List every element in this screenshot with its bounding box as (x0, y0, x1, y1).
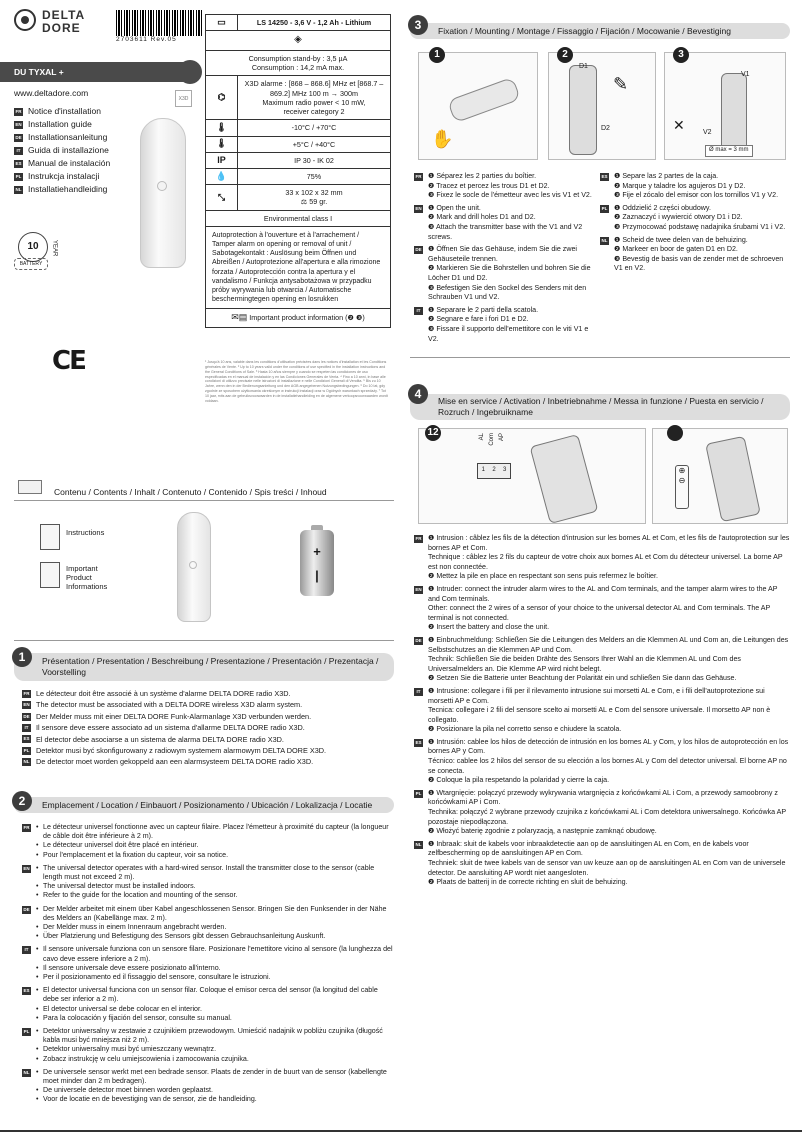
flag-fr-icon: FR (23, 690, 30, 696)
language-item (14, 144, 110, 157)
barcode-text: 2703611 Rev.05 (116, 36, 177, 43)
info-book-icon (40, 562, 60, 588)
flag-pl-icon: PL (23, 1029, 30, 1035)
label-v1: V1 (741, 71, 750, 78)
section-3-number: 3 (408, 15, 428, 35)
activation-step-text: ❶ Intrusion : câblez les fils de la détection d'intrusion sur les bornes AL et Com, et les fils de l'autoprotection sur les bornes AP et Com. Technique : câblez les 2 fils du capteur de votre choix aux bornes AL et Com du détecteur universel. La borne AP est non connectée. ❷ Mettez la pile en place en respectant son sens puis refermez le boîtier. (428, 534, 790, 581)
language-item (14, 183, 110, 196)
contents-detector-image (177, 512, 211, 622)
spec-storage-temp: -10°C / +70°C (291, 123, 337, 133)
step-1-badge: 1 (429, 47, 445, 63)
language-label: Instrukcja instalacji (28, 171, 100, 181)
spec-humidity: 75% (306, 171, 322, 181)
battery-insert-illustration (652, 428, 788, 524)
radio-label-icon: X3D (175, 90, 192, 107)
location-item: • Il sensore universale funziona con un sensore filare. Posizionare l'emettitore vicino al sensore (la lunghezza del cavo deve essere inferiore a 2 m). (36, 945, 394, 963)
location-block (22, 823, 394, 860)
terminal-block: 1 2 3 (477, 463, 511, 479)
language-label: Installation guide (28, 119, 92, 129)
pencil-icon: ✎ (613, 74, 629, 94)
location-block (22, 1068, 394, 1105)
flag-en-icon: EN (23, 865, 30, 871)
mounting-step-text: ❶ Separare le 2 parti della scatola. ❷ Segnare e fare i fori D1 e D2. ❸ Fissare il supporto dell'emettitore con le viti V1 e V2. (428, 305, 589, 343)
presentation-text: El detector debe asociarse a un sistema de alarma DELTA DORE radio X3D. (36, 734, 284, 744)
step-3-badge: 3 (673, 47, 689, 63)
activation-step (414, 636, 790, 684)
flag-pl-icon: PL (15, 173, 22, 179)
presentation-line (22, 711, 392, 722)
location-block (22, 1027, 394, 1064)
instructions-label: Instructions (66, 528, 105, 537)
flag-nl-icon: NL (23, 759, 30, 765)
battery-minus-icon: | (315, 568, 319, 583)
device-button (157, 181, 167, 191)
flag-es-icon: ES (415, 739, 422, 745)
location-item: • Per il posizionamento ed il fissaggio del sensore, consultare le istruzioni. (36, 973, 394, 982)
activation-step (414, 585, 790, 633)
section-4-heading (410, 387, 790, 420)
location-item: • Detektor uniwersalny w zestawie z czujnikiem przewodowym. Umieścić nadajnik w pobliżu czujnika (długość kabla musi być mniejsza niż 2 m). (36, 1027, 394, 1045)
delta-dore-logo-icon (14, 9, 36, 31)
battery-polarity-icon: ⊕ ⊖ (675, 465, 689, 509)
mounting-step-text: ❶ Séparez les 2 parties du boîtier. ❷ Tracez et percez les trous D1 et D2. ❸ Fixez le socle de l'émetteur avec les vis V1 et V2. (428, 172, 592, 200)
location-item: • De universele detector moet binnen worden geplaatst. (36, 1086, 394, 1095)
recycle-icon: ◈ (294, 34, 302, 46)
mounting-step-text: ❶ Scheid de twee delen van de behuizing. ❷ Markeer en boor de gaten D1 en D2. ❸ Bevestig de basis van de zender met de schroeven V1 en V2. (614, 235, 784, 273)
mounting-step-text: ❶ Separe las 2 partes de la caja. ❷ Marque y taladre los agujeros D1 y D2. ❸ Fije el zócalo del emisor con los tornillos V1 y V2. (614, 172, 779, 200)
spec-operating-temp: +5°C / +40°C (292, 139, 336, 149)
mounting-step (414, 172, 594, 201)
location-list (36, 864, 394, 901)
language-item (14, 105, 110, 118)
language-label: Installationsanleitung (28, 132, 108, 142)
screw-diameter-label: Ø max = 3 mm (705, 145, 753, 157)
flag-en-icon: EN (23, 702, 30, 708)
presentation-line (22, 699, 392, 710)
mounting-step-text: ❶ Oddzielić 2 części obudowy. ❷ Zaznaczyć i wywiercić otwory D1 i D2. ❸ Przymocować podstawę nadajnika śrubami V1 i V2. (614, 203, 786, 231)
section-1-heading (14, 650, 394, 681)
location-item: • Zobacz instrukcję w celu umiejscowienia i zamocowania czujnika. (36, 1055, 394, 1064)
base-plate-icon (569, 65, 597, 155)
humidity-icon: 💧 (206, 169, 238, 184)
flag-pl-icon: PL (415, 790, 422, 796)
flag-de-icon: DE (23, 906, 30, 912)
spec-weight: ⚖ 59 gr. (300, 197, 328, 207)
flag-it-icon: IT (22, 724, 31, 732)
activation-step (414, 738, 790, 786)
language-item (14, 157, 110, 170)
location-item: • Der Melder muss in einem Innenraum angebracht werden. (36, 923, 394, 932)
flag-de-icon: DE (415, 247, 422, 253)
ip-label: IP (206, 153, 238, 168)
important-info-row (206, 309, 390, 327)
location-item: • Der Melder arbeitet mit einem über Kabel angeschlossenen Sensor. Bringen Sie den Funksender in der Nähe des Melders an (Kabellänge max. 2 m). (36, 905, 394, 923)
activation-step-text: ❶ Wtargnięcie: połączyć przewody wykrywania wtargnięcia z końcówkami AL i Com, a przewody samoobrony z końcówkami AP i Com. Technika: połączyć 2 wybrane przewody czujnika z końcówkami AL i Com detektora uniwersalnego. Końcówka AP pozostaje niepodłączona. ❷ Włożyć baterię zgodnie z polaryzacją, a następnie zamknąć obudowę. (428, 788, 787, 836)
flag-en-icon: EN (415, 205, 422, 211)
flag-de-icon: DE (23, 713, 30, 719)
thermometer-icon: 🌡 (206, 137, 238, 152)
flag-fr-icon: FR (15, 108, 22, 114)
mounting-step (600, 204, 790, 233)
contents-heading: Contenu / Contents / Inhalt / Contenuto / Contenido / Spis treści / Inhoud (14, 487, 394, 501)
flag-en-icon: EN (15, 121, 22, 127)
presentation-text: The detector must be associated with a DELTA DORE wireless X3D alarm system. (36, 700, 303, 710)
presentation-line (22, 688, 392, 699)
device-button (189, 561, 197, 569)
section-3-right-steps (600, 172, 790, 277)
flag-es-icon: ES (601, 174, 608, 179)
flag-nl-icon: NL (15, 186, 22, 192)
terminal-ap-label: AP (499, 433, 505, 442)
terminal-com-label: Com (489, 433, 495, 446)
battery-icon: ▭ (206, 15, 238, 30)
activation-step (414, 789, 790, 837)
flag-fr-icon: FR (415, 174, 422, 179)
barcode (116, 10, 202, 36)
flag-it-icon: IT (14, 147, 23, 155)
activation-step-text: ❶ Intrusione: collegare i fili per il rilevamento intrusione sui morsetti AL e Com, e i fili dell'autoprotezione sui morsetti AP e Com. Tecnica: collegare i 2 fili del sensore scelto ai morsetti AL e Com del sensore universale. Il morsetto AP non è collegato. ❷ Posizionare la pila nel corretto senso e chiudere la scatola. (428, 686, 771, 734)
presentation-line (22, 722, 392, 733)
spec-dimensions: 33 x 102 x 32 mm (285, 188, 343, 198)
flag-fr-icon: FR (23, 825, 30, 830)
presentation-line (22, 745, 392, 756)
activation-step-text: ❶ Inbraak: sluit de kabels voor inbraakdetectie aan op de aansluitingen AL en Com, en de kabels voor zelfbescherming op de aansluitingen AP en Com. Techniek: sluit de twee kabels van de sensor van uw keuze aan op de aansluitingen AL en Com van de universele detector. De aansluiting AP wordt niet aangesloten. ❷ Plaats de batterij in de correcte richting en sluit de behuizing. (428, 839, 786, 887)
dimensions-icon: ⤡ (206, 185, 238, 209)
mounting-step (414, 245, 594, 303)
mounting-step (600, 172, 790, 201)
spec-ip: IP 30 - IK 02 (294, 155, 334, 165)
label-v2: V2 (703, 129, 712, 136)
spec-consumption: Consumption stand-by : 3,5 µA Consumption : 14,2 mA max. (248, 54, 348, 73)
location-item: • Para la colocación y fijación del sensor, consulte su manual. (36, 1014, 394, 1023)
battery-compartment-icon (705, 436, 761, 523)
section-4-body (414, 534, 790, 891)
important-info-text: Important product information (❷ ❸) (249, 313, 365, 323)
footnotes: ¹ Jusqu'à 10 ans, valable dans les conditions d'utilisation précisées dans les notices d'installation et les Conditions générales de Vente. ² Up to 10 years valid under the conditions of use specified in the installation instructions and the General Conditions of Sale. ³ Hasta 10 años siempre y cuando se respeten las condiciones de uso especificadas en el manual de instalación y en las Condiciones Generales de Venta. ⁴ Fino a 10 anni, in base alle condizioni di utilizzo precisate nelle istruzioni di installazione e nelle Condizioni Generali di Vendita. ⁵ Bis zu 10 Jahre, wenn den in der Bedienungsanleitung und den AGB angegebenen Nutzungsbedingungen. ⁶ Do 10 lat, gdy zgodnie ze sposobem użytkowania określonym w instrukcji instalacji oraz w Ogólnych warunkach sprzedaży. ⁷ Tot 10 jaar, mits aan de gebruiksvoorwaarden in de installatiehandleiding en de algemene verkoopsvoorwaarden wordt voldaan. (205, 360, 388, 403)
location-block (22, 905, 394, 942)
label-d1: D1 (579, 63, 588, 70)
presentation-line (22, 734, 392, 745)
battery-image (300, 530, 334, 596)
activation-step-text: ❶ Intruder: connect the intruder alarm wires to the AL and Com terminals, and the tamper alarm wires to the AP and Com terminals. Other: connect the 2 wires of a sensor of your choice to the universal detector AL and Com terminals. The AP terminal is not connected. ❷ Insert the battery and close the unit. (428, 584, 778, 632)
presentation-line (22, 756, 392, 767)
section-4-title: Mise en service / Activation / Inbetriebnahme / Messa in funzione / Puesta en servicio / Rozruch / Ingebruikname (438, 396, 764, 417)
language-label: Guida di installazione (28, 145, 109, 155)
mounting-step (414, 306, 594, 344)
product-name: DU TYXAL + (14, 67, 64, 77)
language-item (14, 118, 110, 131)
mounting-step-text: ❶ Open the unit. ❷ Mark and drill holes D1 and D2. ❸ Attach the transmitter base with the V1 and V2 screws. (428, 203, 583, 241)
flag-es-icon: ES (23, 736, 30, 742)
language-list (14, 105, 110, 196)
ten-year-icon: 10 (18, 232, 48, 262)
location-list (36, 905, 394, 942)
opened-unit-icon (529, 434, 598, 524)
product-title-bar (0, 62, 200, 82)
presentation-text: Detektor musi być skonfigurowany z radiowym systemem alarmowym DELTA DORE X3D. (36, 746, 327, 756)
detector-device-image (140, 118, 186, 268)
ce-mark: CE (52, 346, 85, 376)
location-item: • Le détecteur universel doit être placé en intérieur. (36, 841, 394, 850)
spec-radio: X3D alarme : [868 – 868.6] MHz et [868.7 – 869.2] MHz 100 m → 300m Maximum radio power < 10 mW, receiver category 2 (244, 79, 384, 117)
flag-en-icon: EN (415, 586, 422, 592)
step-12-badge: 12 (425, 425, 441, 441)
terminal-al-label: AL (479, 433, 485, 441)
flag-fr-icon: FR (415, 536, 422, 541)
location-item: • Über Platzierung und Befestigung des Sensors gibt dessen Gebrauchsanleitung Auskunft. (36, 932, 394, 941)
section-1-lines (22, 688, 392, 768)
location-item: • El detector universal funciona con un sensor filar. Coloque el emisor cerca del sensor (la longitud del cable debe ser inferior a 2 m). (36, 986, 394, 1004)
mounting-step (414, 204, 594, 242)
product-bar-circle (178, 60, 202, 84)
location-list (36, 945, 394, 982)
mounting-step-3-illustration (664, 49, 786, 160)
location-block (22, 864, 394, 901)
spec-battery: LS 14250 - 3,6 V - 1,2 Ah - Lithium (256, 18, 372, 27)
flag-de-icon: DE (15, 134, 22, 140)
hand-icon: ✋ (431, 129, 454, 149)
section-2-title: Emplacement / Location / Einbauort / Posizionamento / Ubicación / Lokalizacja / Locatie (42, 799, 373, 810)
section-1-title: Présentation / Presentation / Beschreibung / Presentazione / Presentación / Prezentacja / Voorstelling (42, 656, 379, 677)
mounting-step (600, 236, 790, 274)
storage-temperature-icon: 🌡 (206, 120, 238, 135)
mounting-step-1-illustration (418, 49, 538, 160)
section-3-heading (410, 18, 790, 39)
section-2-number: 2 (12, 791, 32, 811)
location-list (36, 1027, 394, 1064)
flag-nl-icon: NL (601, 237, 608, 243)
presentation-text: De detector moet worden gekoppeld aan een alarmsysteem DELTA DORE radio X3D. (36, 757, 314, 767)
section-4-number: 4 (408, 384, 428, 404)
flag-es-icon: ES (23, 988, 30, 994)
page-bottom-rule (0, 1130, 802, 1132)
important-info-label: Important Product Informations (66, 564, 108, 591)
location-item: • Detektor uniwersalny musi być umieszczany wewnątrz. (36, 1045, 394, 1054)
location-block (22, 945, 394, 982)
location-item: • De universele sensor werkt met een bedrade sensor. Plaats de zender in de buurt van de sensor (kabellengte moet minder dan 2 m bedragen). (36, 1068, 394, 1086)
flag-de-icon: DE (415, 637, 422, 643)
battery-plus-icon: + (313, 544, 321, 559)
step-2-badge: 2 (557, 47, 573, 63)
presentation-text: Der Melder muss mit einer DELTA DORE Funk-Alarmanlage X3D verbunden werden. (36, 711, 312, 721)
flag-it-icon: IT (22, 946, 31, 954)
mounting-step-2-illustration (548, 49, 656, 160)
presentation-text: Il sensore deve essere associato ad un sistema d'allarme DELTA DORE radio X3D. (36, 723, 305, 733)
brand-name: DELTA DORE (42, 8, 86, 35)
flag-it-icon: IT (414, 307, 423, 315)
flag-nl-icon: NL (23, 1069, 30, 1075)
location-item: • Pour l'emplacement et la fixation du capteur, voir sa notice. (36, 851, 394, 860)
location-list (36, 1068, 394, 1105)
website-link[interactable]: www.deltadore.com (14, 88, 89, 98)
year-label: YEAR (51, 240, 58, 257)
language-item (14, 131, 110, 144)
mounting-step-text: ❶ Öffnen Sie das Gehäuse, indem Sie die zwei Gehäuseteile trennen. ❷ Markieren Sie die Bohrstellen und bohren Sie die Löcher D1 und D2. ❸ Befestigen Sie den Sockel des Senders mit den Schrauben V1 und V2. (428, 245, 591, 302)
language-item (14, 170, 110, 183)
activation-step (414, 840, 790, 888)
housing-open-icon (447, 77, 521, 123)
activation-step-text: ❶ Einbruchmeldung: Schließen Sie die Leitungen des Melders an die Klemmen AL und Com an, die Leitungen des Selbstschutzes an die Klemmen AP und Com. Technik: Schließen Sie die beiden Drähte des Sensors Ihrer Wahl an die Klemmen AL und Com des Universalmelders an. Die Klemme AP wird nicht belegt. ❷ Setzen Sie die Batterie unter Beachtung der Polarität ein und schließen Sie dann das Gehäuse. (428, 635, 789, 683)
section-3-title: Fixation / Mounting / Montage / Fissaggio / Fijación / Mocowanie / Bevestiging (438, 25, 731, 36)
activation-step (414, 534, 790, 582)
flag-es-icon: ES (15, 160, 22, 166)
spec-environment: Environmental class I (263, 213, 333, 223)
section-1-number: 1 (12, 647, 32, 667)
presentation-text: Le détecteur doit être associé à un système d'alarme DELTA DORE radio X3D. (36, 689, 291, 698)
section-2-body (22, 823, 394, 1109)
no-screw-icon: ✕ (673, 117, 685, 133)
language-label: Notice d'installation (28, 106, 101, 116)
wiring-illustration (418, 428, 646, 524)
location-list (36, 986, 394, 1023)
flag-pl-icon: PL (23, 747, 30, 753)
language-label: Manual de instalación (28, 158, 111, 168)
flag-pl-icon: PL (601, 205, 608, 211)
radio-icon: ⌬ (206, 76, 238, 119)
location-item: • Il sensore universale deve essere posizionato all'interno. (36, 964, 394, 973)
spec-tamper: Autoprotection à l'ouverture et à l'arrachement / Tamper alarm on opening or removal of unit / Sabotagekontakt : Auslösung beim Öffnen und Abreißen / Autoprotezione all'apertura e alla rimozione forzata / Autoprotección contra la apertura y el vandalismo / Funkcja antysabotażowa w przypadku próby wyrywania lub otwarcia / Automatische beschermingtegen opening en losrukken (212, 231, 381, 304)
specifications-table (205, 14, 391, 328)
flag-nl-icon: NL (415, 841, 422, 847)
flag-it-icon: IT (414, 688, 423, 696)
activation-step-text: ❶ Intrusión: cablee los hilos de detección de intrusión en los bornes AL y Com, y los hilos de autoprotección en los bornes AP y Com. Técnico: cablee los 2 hilos del sensor de su elección a los bornes AL y Com del detector universal. El borne AP no se conecta. ❷ Coloque la pila respetando la polaridad y cierre la caja. (428, 737, 789, 785)
location-item: • Voor de locatie en de bevestiging van de sensor, zie de handleiding. (36, 1095, 394, 1104)
info-booklet-icon: ✉▤ (231, 312, 248, 323)
location-item: • El detector universal se debe colocar en el interior. (36, 1005, 394, 1014)
section-2-heading (14, 794, 394, 813)
activation-step (414, 687, 790, 735)
location-list (36, 823, 394, 860)
label-d2: D2 (601, 125, 610, 132)
location-item: • The universal detector must be installed indoors. (36, 882, 394, 891)
step-badge (667, 425, 683, 441)
instructions-book-icon (40, 524, 60, 550)
battery-badge: BATTERY (14, 258, 48, 270)
location-item: • The universal detector operates with a hard-wired sensor. Install the transmitter close to the sensor (cable length must not exceed 2 m). (36, 864, 394, 882)
location-block (22, 986, 394, 1023)
language-label: Installatiehandleiding (28, 184, 108, 194)
location-item: • Le détecteur universel fonctionne avec un capteur filaire. Placez l'émetteur à proximité du capteur (la longueur de câble doit être inférieure à 2 m). (36, 823, 394, 841)
location-item: • Refer to the guide for the location and mounting of the sensor. (36, 891, 394, 900)
section-3-left-steps (414, 172, 594, 347)
base-mounted-icon (721, 73, 747, 153)
